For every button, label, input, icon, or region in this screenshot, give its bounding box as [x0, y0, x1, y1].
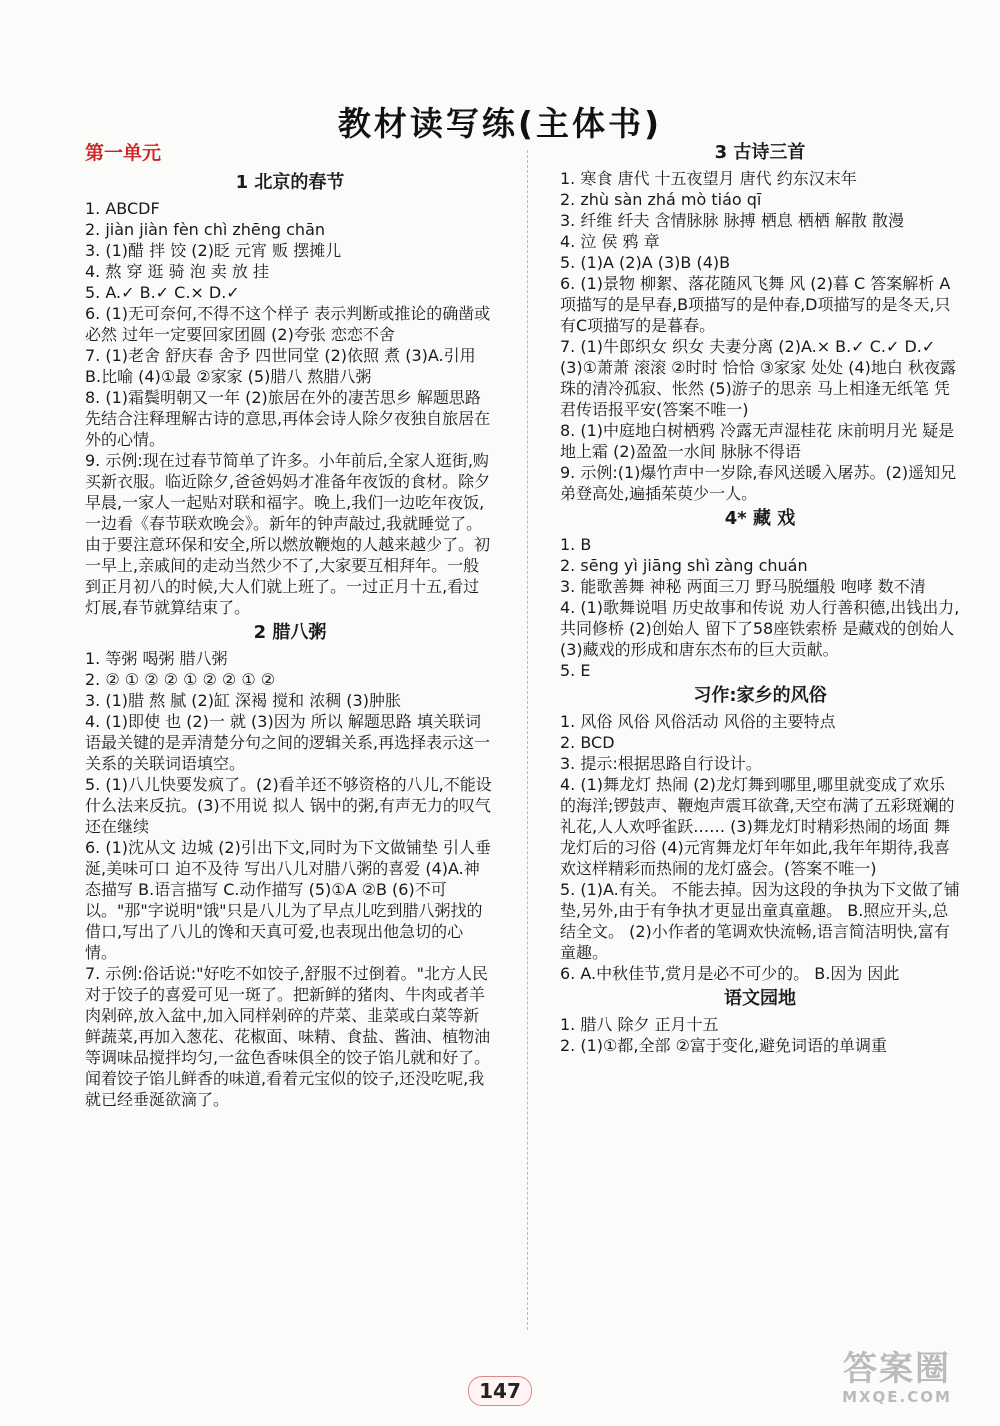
answer-item: 3. (1)腊 熬 腻 (2)缸 深褐 搅和 浓稠 (3)肿胀	[85, 691, 401, 710]
answer-item: 2. zhù sàn zhá mò tiáo qī	[560, 190, 762, 209]
answer-item: 1. 寒食 唐代 十五夜望月 唐代 约东汉末年	[560, 169, 857, 188]
answer-item: 6. (1)沈从文 边城 (2)引出下文,同时为下文做铺垫 引人垂涎,美味可口 迫不及待 写出八儿对腊八粥的喜爱 (4)A.神态描写 B.语言描写 C.动作描写 (5)①A ②B (6)不可以。"那"字说明"饿"只是八儿为了早点儿吃到腊八粥找的借口,写出了八儿的馋和天真可爱,也表现出他急切的心情。	[85, 838, 492, 962]
watermark-logo: 答案圈	[843, 1349, 951, 1389]
answer-item: 3. 提示:根据思路自行设计。	[560, 754, 762, 773]
answer-item: 2. BCD	[560, 733, 615, 752]
answer-item: 5. (1)A (2)A (3)B (4)B	[560, 253, 731, 272]
section-title: 2 腊八粥	[253, 622, 327, 643]
answer-item: 5. (1)八儿快要发疯了。(2)看羊还不够资格的八儿,不能设什么法来反抗。(3)不用说 拟人 锅中的粥,有声无力的叹气还在继续	[85, 775, 492, 836]
watermark-url: MXQE.COM	[842, 1388, 952, 1406]
answer-item: 5. A.✓ B.✓ C.× D.✓	[85, 283, 240, 302]
answer-item: 4. 泣 侯 鸦 章	[560, 232, 660, 251]
section-title: 1 北京的春节	[235, 172, 345, 193]
section-title: 3 古诗三首	[714, 142, 806, 163]
right-sections	[560, 138, 960, 1056]
answer-item: 3. 纤维 纤夫 含情脉脉 脉搏 栖息 栖栖 解散 散漫	[560, 211, 904, 230]
answer-item: 7. (1)牛郎织女 织女 夫妻分离 (2)A.× B.✓ C.✓ D.✓ (3)①萧萧 滚滚 ②时时 恰恰 ③家家 处处 (4)地白 秋夜露珠的清冷孤寂、怅然 (5)游子的思亲 马上相逢无纸笔 凭君传语报平安(答案不唯一)	[560, 337, 956, 419]
answer-item: 8. (1)霜鬓明朝又一年 (2)旅居在外的凄苦思乡 解题思路 先结合注释理解古诗的意思,再体会诗人除夕夜独自旅居在外的心情。	[85, 388, 491, 449]
answer-item: 9. 示例:(1)爆竹声中一岁除,春风送暖入屠苏。(2)遥知兄弟登高处,遍插茱萸少一人。	[560, 463, 957, 503]
answer-item: 5. E	[560, 661, 591, 680]
page-number: 147	[468, 1376, 532, 1406]
answer-item: 6. A.中秋佳节,赏月是必不可少的。 B.因为 因此	[560, 964, 900, 983]
answer-item: 6. (1)无可奈何,不得不这个样子 表示判断或推论的确凿或必然 过年一定要回家团圆 (2)夸张 恋恋不舍	[85, 304, 491, 344]
answer-item: 1. ABCDF	[85, 199, 160, 218]
column-divider	[527, 150, 528, 1330]
section-title: 4* 藏 戏	[724, 508, 796, 529]
answer-item: 4. 熬 穿 逛 骑 泡 卖 放 挂	[85, 262, 269, 281]
answer-item: 1. 腊八 除夕 正月十五	[560, 1015, 719, 1034]
answer-item: 7. (1)老舍 舒庆春 舍予 四世同堂 (2)依照 煮 (3)A.引用 B.比喻 (4)①最 ②家家 (5)腊八 熬腊八粥	[85, 346, 476, 386]
right-column	[560, 138, 960, 1056]
answer-item: 3. 能歌善舞 神秘 两面三刀 野马脱缰般 咆哮 数不清	[560, 577, 926, 596]
answer-item: 4. (1)即使 也 (2)一 就 (3)因为 所以 解题思路 填关联词语最关键的是弄清楚分句之间的逻辑关系,再选择表示这一关系的关联词语填空。	[85, 712, 491, 773]
answer-item: 3. (1)醋 拌 饺 (2)眨 元宵 贩 摆摊儿	[85, 241, 342, 260]
answer-item: 6. (1)景物 柳絮、落花随风飞舞 风 (2)暮 C 答案解析 A项描写的是早春,B项描写的是仲春,D项描写的是冬天,只有C项描写的是暮春。	[560, 274, 951, 335]
answer-item: 2. jiàn jiàn fèn chì zhēng chān	[85, 220, 326, 239]
unit-title: 第一单元	[85, 142, 162, 164]
answer-item: 7. 示例:俗话说:"好吃不如饺子,舒服不过倒着。"北方人民对于饺子的喜爱可见一斑了。把新鲜的猪肉、牛肉或者羊肉剁碎,放入盆中,加入同样剁碎的芹菜、韭菜或白菜等新鲜蔬菜,再加入葱花、花椒面、味精、食盐、酱油、植物油等调味品搅拌均匀,一盆色香味俱全的饺子馅儿就和好了。闻着饺子馅儿鲜香的味道,看着元宝似的饺子,还没吃呢,我就已经垂涎欲滴了。	[85, 964, 491, 1109]
answer-item: 2. sēng yì jiāng shì zàng chuán	[560, 556, 808, 575]
answer-item: 4. (1)歌舞说唱 历史故事和传说 劝人行善积德,出钱出力,共同修桥 (2)创始人 留下了58座铁索桥 是藏戏的创始人 (3)藏戏的形成和唐东杰布的巨大贡献。	[560, 598, 960, 659]
answer-item: 9. 示例:现在过春节简单了许多。小年前后,全家人逛街,购买新衣服。临近除夕,爸爸妈妈才准备年夜饭的食材。除夕早晨,一家人一起贴对联和福字。晚上,我们一边吃年夜饭,一边看《春节联欢晚会》。新年的钟声敲过,我就睡觉了。由于要注意环保和安全,所以燃放鞭炮的人越来越少了。初一早上,亲戚间的走动当然少不了,大家要互相拜年。一般到正月初八的时候,大人们就上班了。一过正月十五,看过灯展,春节就算结束了。	[85, 451, 491, 617]
answer-item: 2. (1)①都,全部 ②富于变化,避免词语的单调重	[560, 1036, 887, 1055]
left-sections	[85, 168, 495, 1110]
left-column	[85, 138, 495, 1110]
answer-item: 1. 等粥 喝粥 腊八粥	[85, 649, 228, 668]
answer-item: 1. B	[560, 535, 592, 554]
answer-item: 4. (1)舞龙灯 热闹 (2)龙灯舞到哪里,哪里就变成了欢乐的海洋;锣鼓声、鞭炮声震耳欲聋,天空布满了五彩斑斓的礼花,人人欢呼雀跃…… (3)舞龙灯时精彩热闹的场面 舞龙灯后的习俗 (4)元宵舞龙灯年年如此,我年年期待,我喜欢这样精彩而热闹的龙灯盛会。(答案不唯一)	[560, 775, 955, 878]
answer-item: 2. ② ① ② ② ① ② ② ① ②	[85, 670, 276, 689]
section-title: 语文园地	[724, 988, 796, 1009]
section-title: 习作:家乡的风俗	[693, 685, 827, 706]
answer-item: 8. (1)中庭地白树栖鸦 冷露无声湿桂花 床前明月光 疑是地上霜 (2)盈盈一水间 脉脉不得语	[560, 421, 955, 461]
answer-item: 1. 风俗 风俗 风俗活动 风俗的主要特点	[560, 712, 836, 731]
page-title: 教材读写练(主体书)	[337, 104, 663, 143]
answer-item: 5. (1)A.有关。 不能去掉。因为这段的争执为下文做了铺垫,另外,由于有争执才更显出童真童趣。 B.照应开头,总结全文。 (2)小作者的笔调欢快流畅,语言简洁明快,富有童趣。	[560, 880, 960, 962]
watermark	[822, 1350, 972, 1410]
